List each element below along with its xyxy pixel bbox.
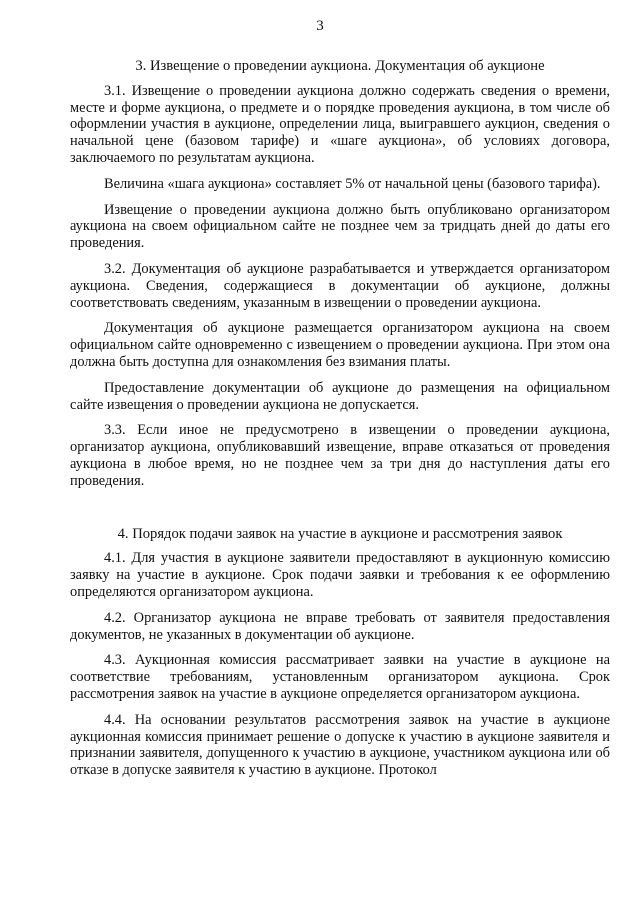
paragraph-documentation-restriction: Предоставление документации об аукционе до размещения на официальном сайте извещения о проведении аукциона не допускается. [70, 379, 610, 413]
paragraph-notice-publication: Извещение о проведении аукциона должно быть опубликовано организатором аукциона на своем официальном сайте не позднее чем за тридцать дней до даты его проведения. [70, 201, 610, 252]
paragraph-4-2: 4.2. Организатор аукциона не вправе требовать от заявителя предоставления документов, не указанных в документации об аукционе. [70, 609, 610, 643]
paragraph-3-3: 3.3. Если иное не предусмотрено в извещении о проведении аукциона, организатор аукциона, опубликовавший извещение, вправе отказаться от проведения аукциона в любое время, но не позднее чем за три дня до наступления даты его проведения. [70, 422, 610, 489]
page-number: 3 [316, 18, 324, 34]
paragraph-4-4: 4.4. На основании результатов рассмотрения заявок на участие в аукционе аукционная комиссия принимает решение о допуске к участию в аукционе заявителя и признании заявителя, допущенного к участию в аукционе, участником аукциона или об отказе в допуске заявителя к участию в аукционе. Протокол [70, 711, 610, 779]
document-body [70, 58, 610, 788]
paragraph-4-3: 4.3. Аукционная комиссия рассматривает заявки на участие в аукционе на соответствие требованиям, установленным организатором аукциона. Срок рассмотрения заявок на участие в аукционе определяется организатором аукциона. [70, 652, 610, 702]
paragraph-auction-step: Величина «шага аукциона» составляет 5% от начальной цены (базового тарифа). [104, 175, 601, 192]
section-3-heading: 3. Извещение о проведении аукциона. Документация об аукционе [135, 58, 545, 74]
paragraph-3-2: 3.2. Документация об аукционе разрабатывается и утверждается организатором аукциона. Сведения, содержащиеся в документации об аукционе, должны соответствовать сведениям, указанным в извещении о проведении аукциона. [70, 260, 610, 311]
section-4-heading: 4. Порядок подачи заявок на участие в аукционе и рассмотрения заявок [117, 525, 563, 542]
paragraph-3-1: 3.1. Извещение о проведении аукциона должно содержать сведения о времени, месте и форме аукциона, о предмете и о порядке проведения аукциона, в том числе об оформлении участия в аукционе, определении лица, выигравшего аукцион, сведения о начальной цене (базовом тарифе) и «шаге аукциона», об условиях договора, заключаемого по результатам аукциона. [70, 82, 610, 166]
paragraph-4-1: 4.1. Для участия в аукционе заявители предоставляют в аукционную комиссию заявку на участие в аукционе. Срок подачи заявки и требования к ее оформлению определяются организатором аукциона. [70, 550, 610, 600]
section-gap [70, 499, 610, 526]
paragraph-documentation-placement: Документация об аукционе размещается организатором аукциона на своем официальном сайте одновременно с извещением о проведении аукциона. При этом она должна быть доступна для ознакомления без взимания платы. [70, 320, 610, 370]
